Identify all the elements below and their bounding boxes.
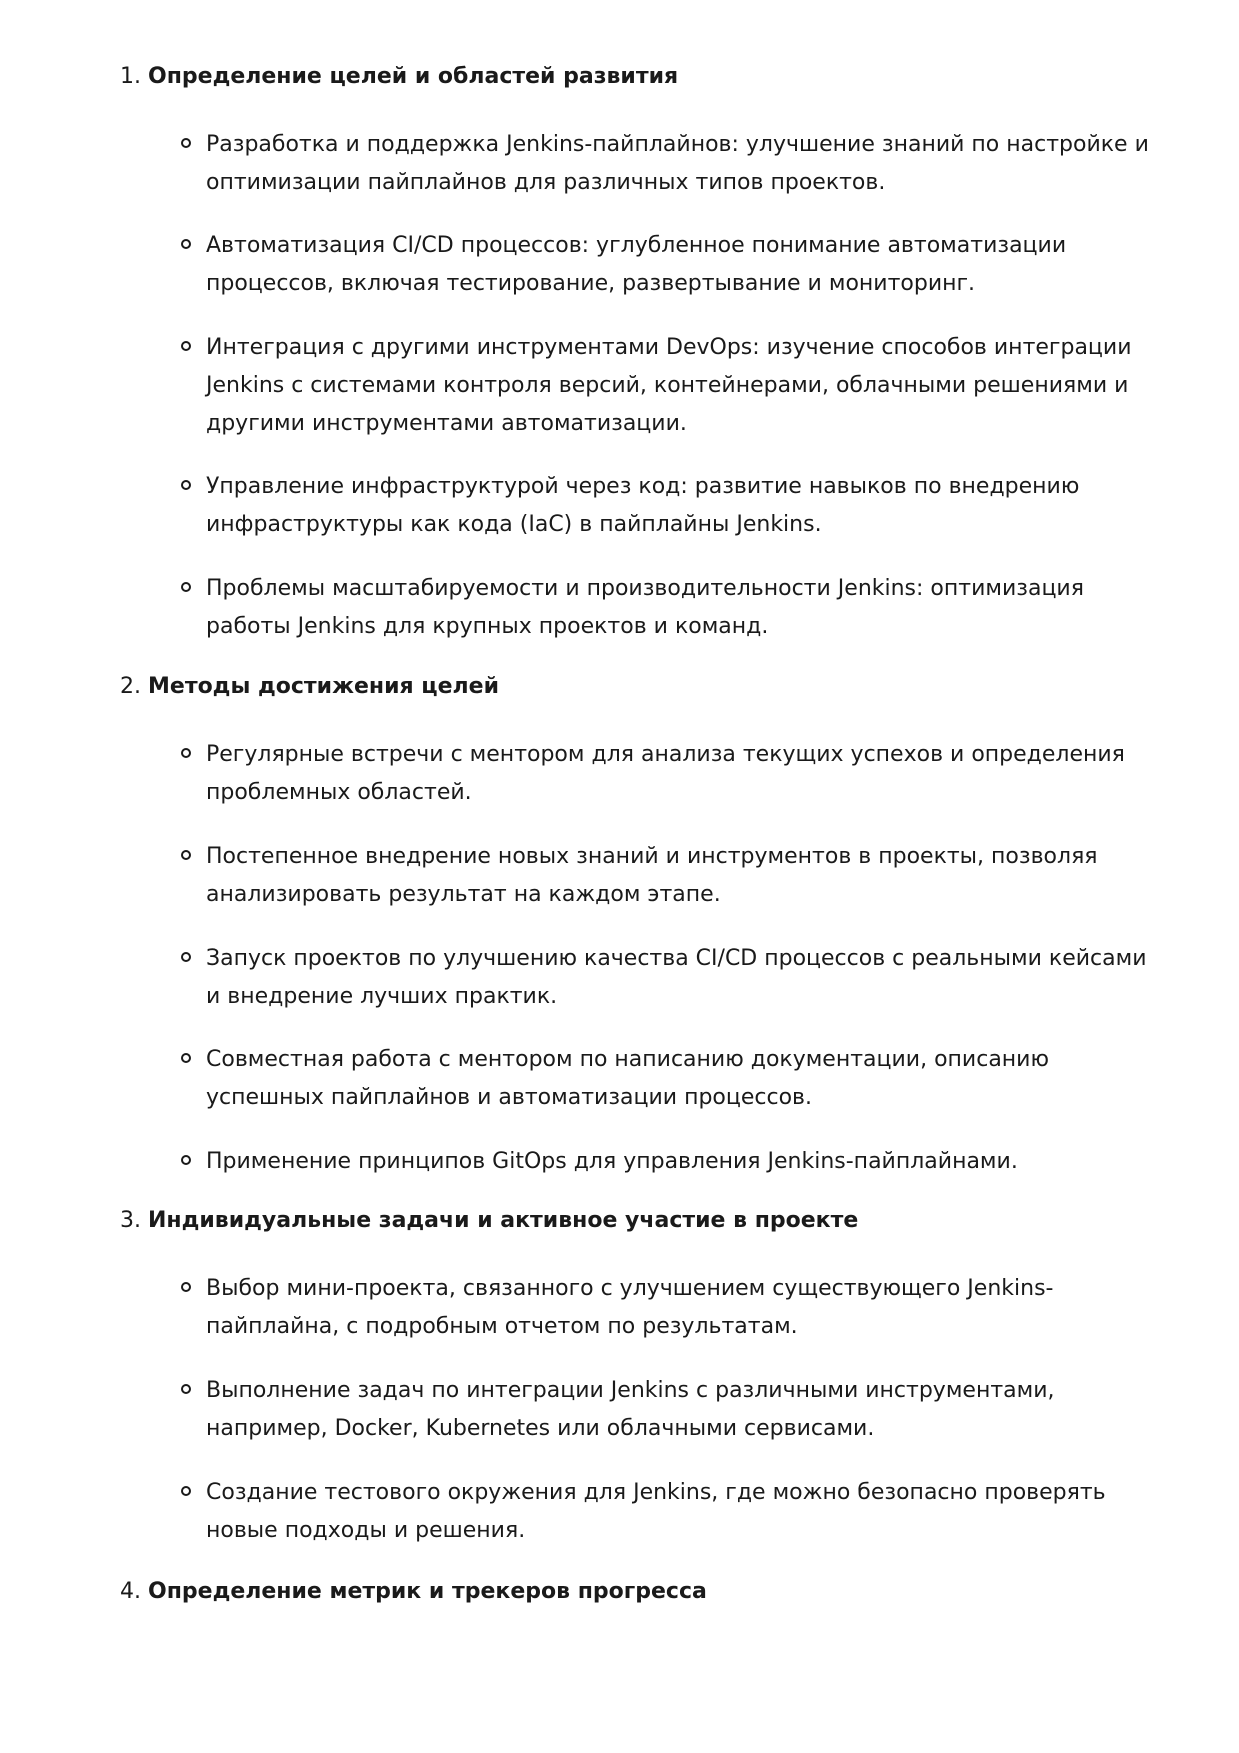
section-number: 3. [120,1208,141,1233]
circle-bullet-icon [181,1282,191,1292]
circle-bullet-icon [181,582,191,592]
list-item-text: Выполнение задач по интеграции Jenkins с различными инструментами, например, Docker, Kubernetes или облачными сервисами. [206,1378,1055,1441]
circle-bullet-icon [181,1053,191,1063]
list-item-text: Разработка и поддержка Jenkins-пайплайнов: улучшение знаний по настройке и оптимизации пайплайнов для различных типов проектов. [206,132,1149,195]
list-item-text: Интеграция с другими инструментами DevOps: изучение способов интеграции Jenkins с системами контроля версий, контейнерами, облачными решениями и другими инструментами автоматизации. [206,335,1132,436]
section-heading [120,1206,858,1236]
section-number: 2. [120,674,141,699]
circle-bullet-icon [181,480,191,490]
section-heading [120,62,678,92]
circle-bullet-icon [181,1486,191,1496]
list-item-text: Применение принципов GitOps для управления Jenkins-пайплайнами. [206,1149,1018,1174]
circle-bullet-icon [181,239,191,249]
list-item-text: Совместная работа с ментором по написанию документации, описанию успешных пайплайнов и автоматизации процессов. [206,1047,1050,1110]
circle-bullet-icon [181,1384,191,1394]
section-number: 4. [120,1579,141,1604]
circle-bullet-icon [181,138,191,148]
list-item-text: Регулярные встречи с ментором для анализа текущих успехов и определения проблемных областей. [206,742,1125,805]
section-title: Определение целей и областей развития [148,64,679,89]
list-item-text: Автоматизация CI/CD процессов: углубленное понимание автоматизации процессов, включая тестирование, развертывание и мониторинг. [206,233,1067,296]
list-item-text: Запуск проектов по улучшению качества CI/CD процессов с реальными кейсами и внедрение лучших практик. [206,946,1147,1009]
list-item-text: Управление инфраструктурой через код: развитие навыков по внедрению инфраструктуры как кода (IaC) в пайплайны Jenkins. [206,474,1080,537]
section-title: Определение метрик и трекеров прогресса [148,1579,707,1604]
section-heading [120,1577,707,1607]
list-item-text: Проблемы масштабируемости и производительности Jenkins: оптимизация работы Jenkins для крупных проектов и команд. [206,576,1084,639]
section-number: 1. [120,64,141,89]
circle-bullet-icon [181,341,191,351]
section-title: Методы достижения целей [148,674,499,699]
list-item-text: Постепенное внедрение новых знаний и инструментов в проекты, позволяя анализировать результат на каждом этапе. [206,844,1098,907]
list-item-text: Выбор мини-проекта, связанного с улучшением существующего Jenkins-пайплайна, с подробным отчетом по результатам. [206,1276,1054,1339]
section-heading [120,672,499,702]
circle-bullet-icon [181,850,191,860]
circle-bullet-icon [181,748,191,758]
circle-bullet-icon [181,1155,191,1165]
circle-bullet-icon [181,952,191,962]
list-item-text: Создание тестового окружения для Jenkins, где можно безопасно проверять новые подходы и решения. [206,1480,1106,1543]
section-title: Индивидуальные задачи и активное участие в проекте [148,1208,859,1233]
